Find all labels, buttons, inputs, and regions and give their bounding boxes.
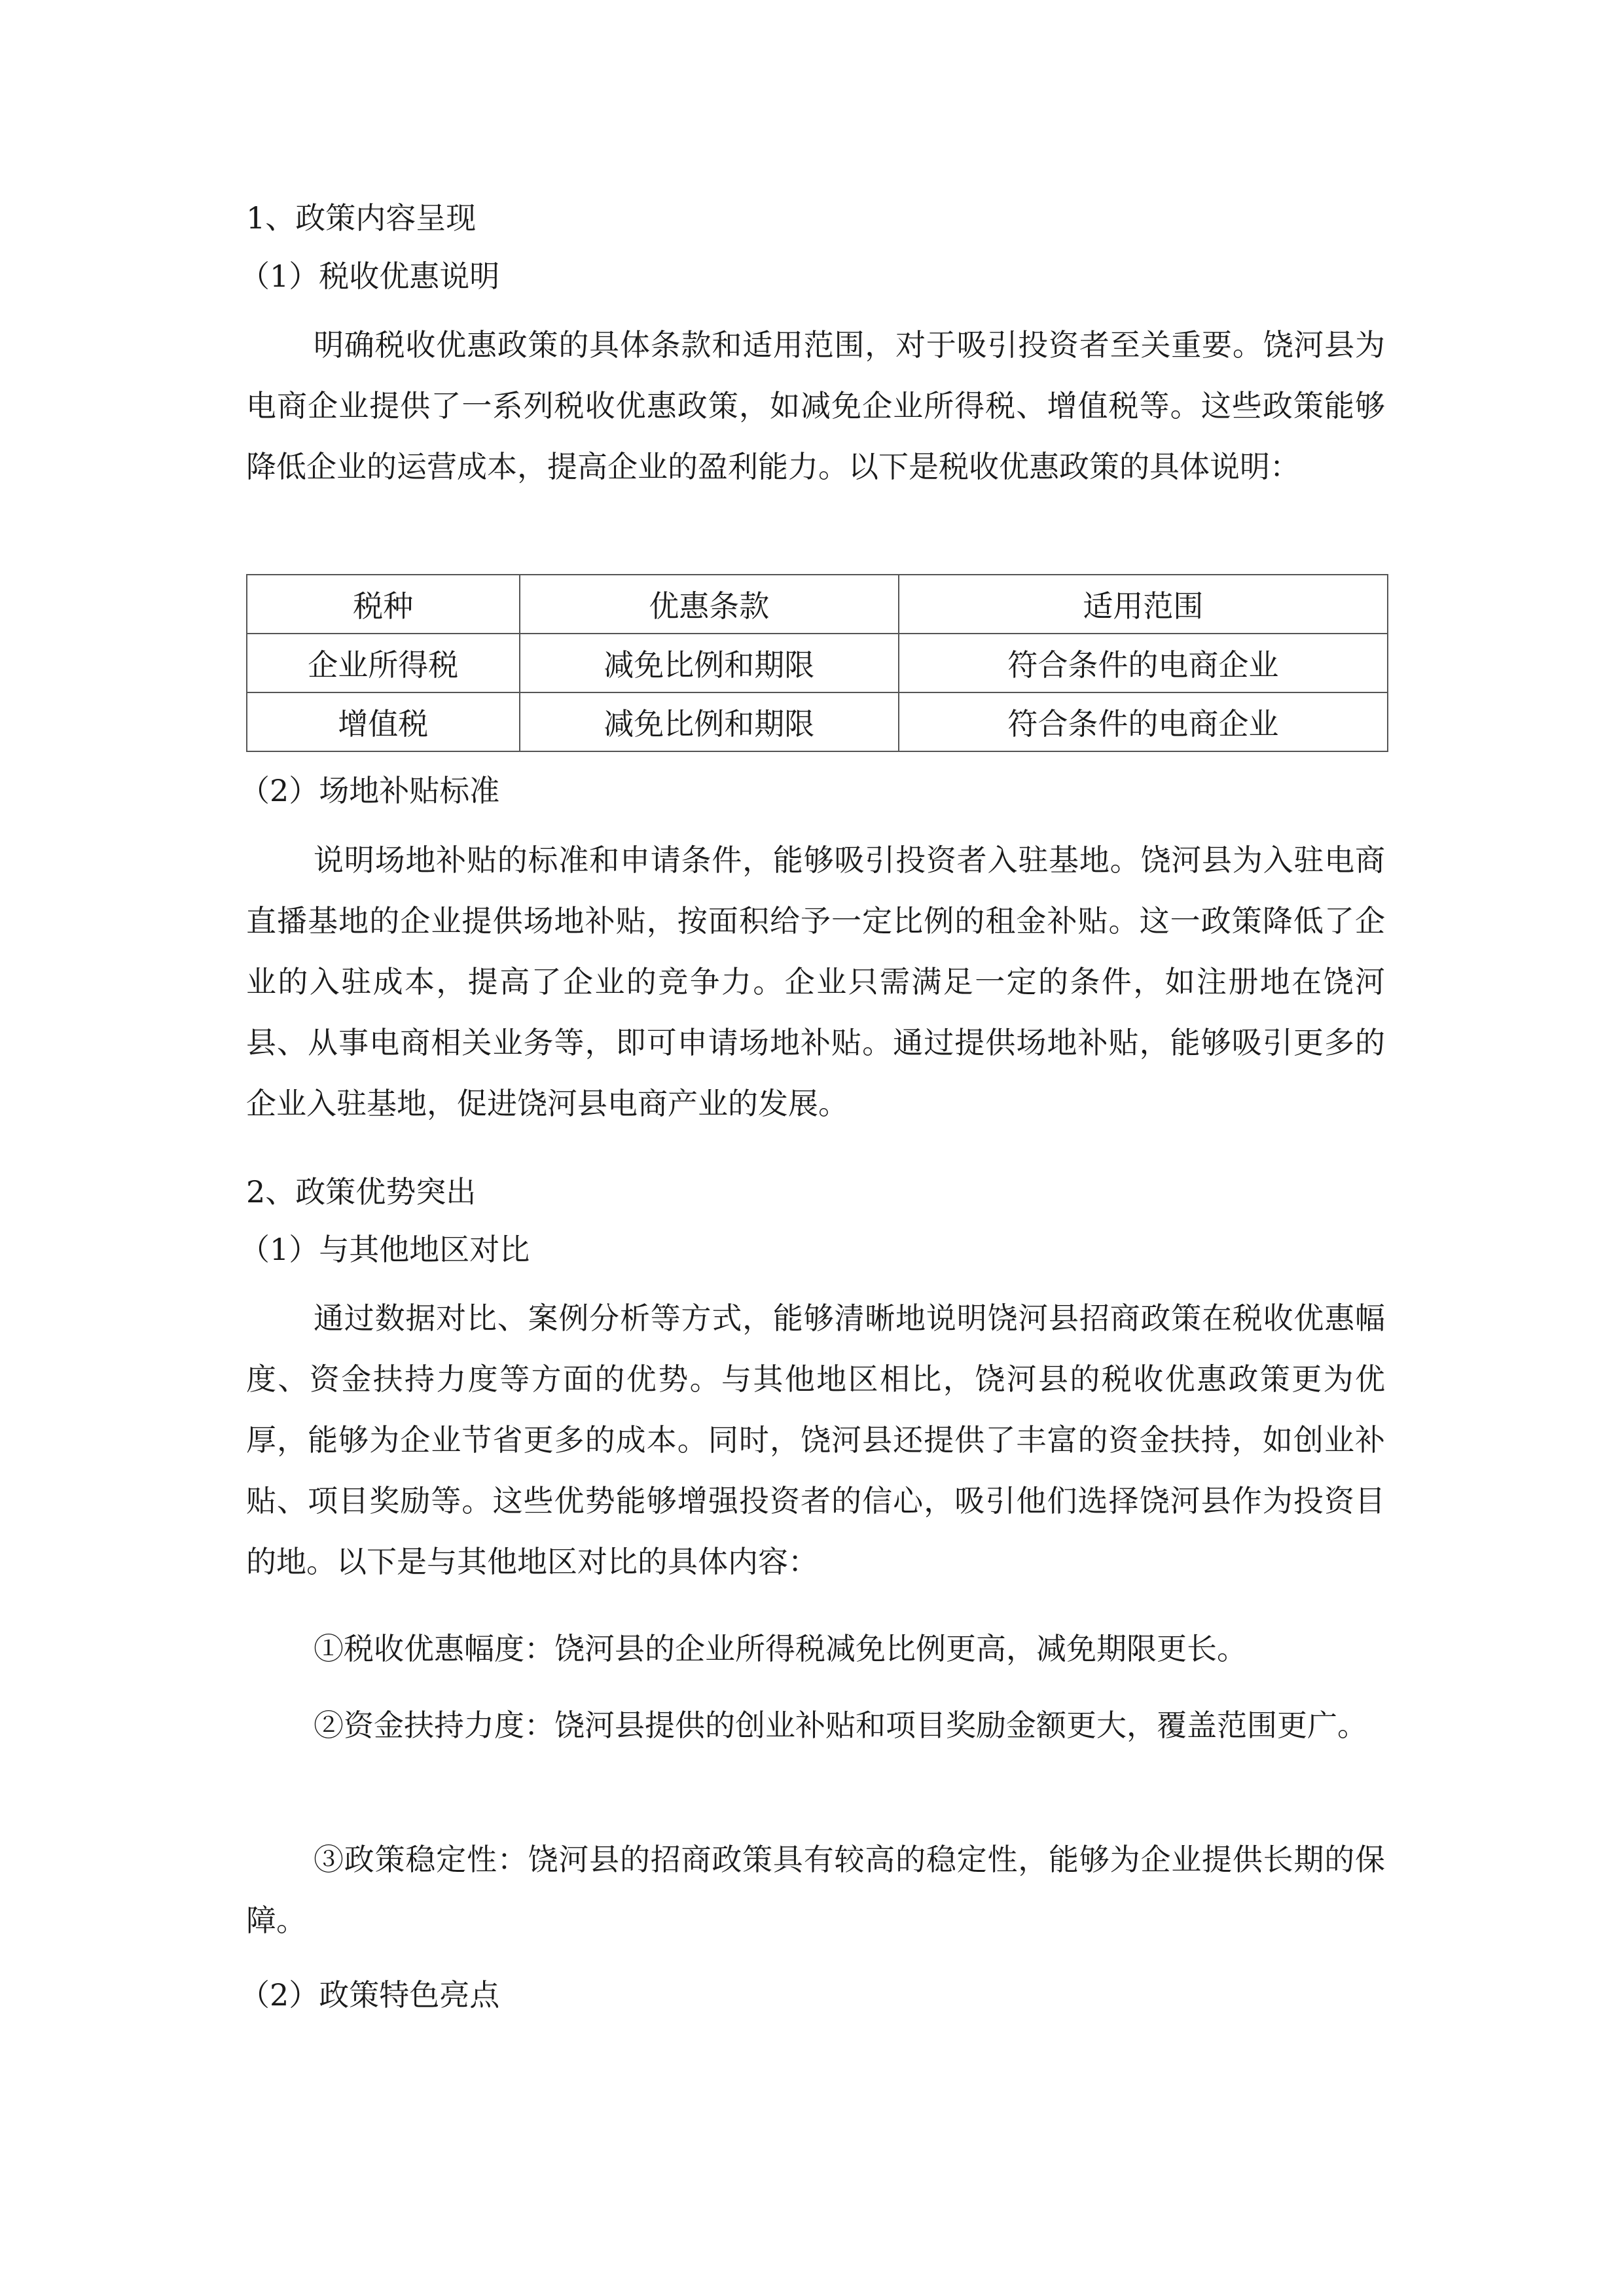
table-header-cell: 税种: [247, 575, 520, 634]
tax-incentive-table: [246, 574, 1388, 752]
table-header-cell: 适用范围: [899, 575, 1388, 634]
table-row: [247, 634, 1388, 692]
table-header-row: [247, 575, 1388, 634]
subsection-heading-2-1: （1）与其他地区对比: [240, 1232, 530, 1267]
table-row: [247, 692, 1388, 751]
paragraph-site-subsidy: 说明场地补贴的标准和申请条件，能够吸引投资者入驻基地。饶河县为入驻电商直播基地的企业提供场地补贴，按面积给予一定比例的租金补贴。这一政策降低了企业的入驻成本，提高了企业的竞争力。企业只需满足一定的条件，如注册地在饶河县、从事电商相关业务等，即可申请场地补贴。通过提供场地补贴，能够吸引更多的企业入驻基地，促进饶河县电商产业的发展。: [246, 842, 1385, 1121]
table-cell: 增值税: [247, 692, 520, 751]
list-item-tax-range: ①税收优惠幅度：饶河县的企业所得税减免比例更高，减免期限更长。: [314, 1631, 1247, 1666]
table-cell: 减免比例和期限: [520, 692, 899, 751]
table-cell: 符合条件的电商企业: [899, 634, 1388, 692]
table-cell: 符合条件的电商企业: [899, 692, 1388, 751]
paragraph-comparison: 通过数据对比、案例分析等方式，能够清晰地说明饶河县招商政策在税收优惠幅度、资金扶持力度等方面的优势。与其他地区相比，饶河县的税收优惠政策更为优厚，能够为企业节省更多的成本。同时，饶河县还提供了丰富的资金扶持，如创业补贴、项目奖励等。这些优势能够增强投资者的信心，吸引他们选择饶河县作为投资目的地。以下是与其他地区对比的具体内容：: [246, 1300, 1385, 1579]
table-header-cell: 优惠条款: [520, 575, 899, 634]
subsection-heading-1-1: （1）税收优惠说明: [240, 259, 500, 294]
subsection-heading-2-2: （2）政策特色亮点: [240, 1977, 500, 2013]
list-item-stability: ③政策稳定性：饶河县的招商政策具有较高的稳定性，能够为企业提供长期的保障。: [246, 1842, 1385, 1938]
section-heading-1: 1、政策内容呈现: [246, 200, 477, 236]
paragraph-tax-incentives: 明确税收优惠政策的具体条款和适用范围，对于吸引投资者至关重要。饶河县为电商企业提供了一系列税收优惠政策，如减免企业所得税、增值税等。这些政策能够降低企业的运营成本，提高企业的盈利能力。以下是税收优惠政策的具体说明：: [246, 327, 1385, 484]
table-cell: 减免比例和期限: [520, 634, 899, 692]
table-cell: 企业所得税: [247, 634, 520, 692]
subsection-heading-1-2: （2）场地补贴标准: [240, 773, 500, 808]
list-item-funding: ②资金扶持力度：饶河县提供的创业补贴和项目奖励金额更大，覆盖范围更广。: [314, 1708, 1367, 1743]
section-heading-2: 2、政策优势突出: [246, 1174, 477, 1210]
